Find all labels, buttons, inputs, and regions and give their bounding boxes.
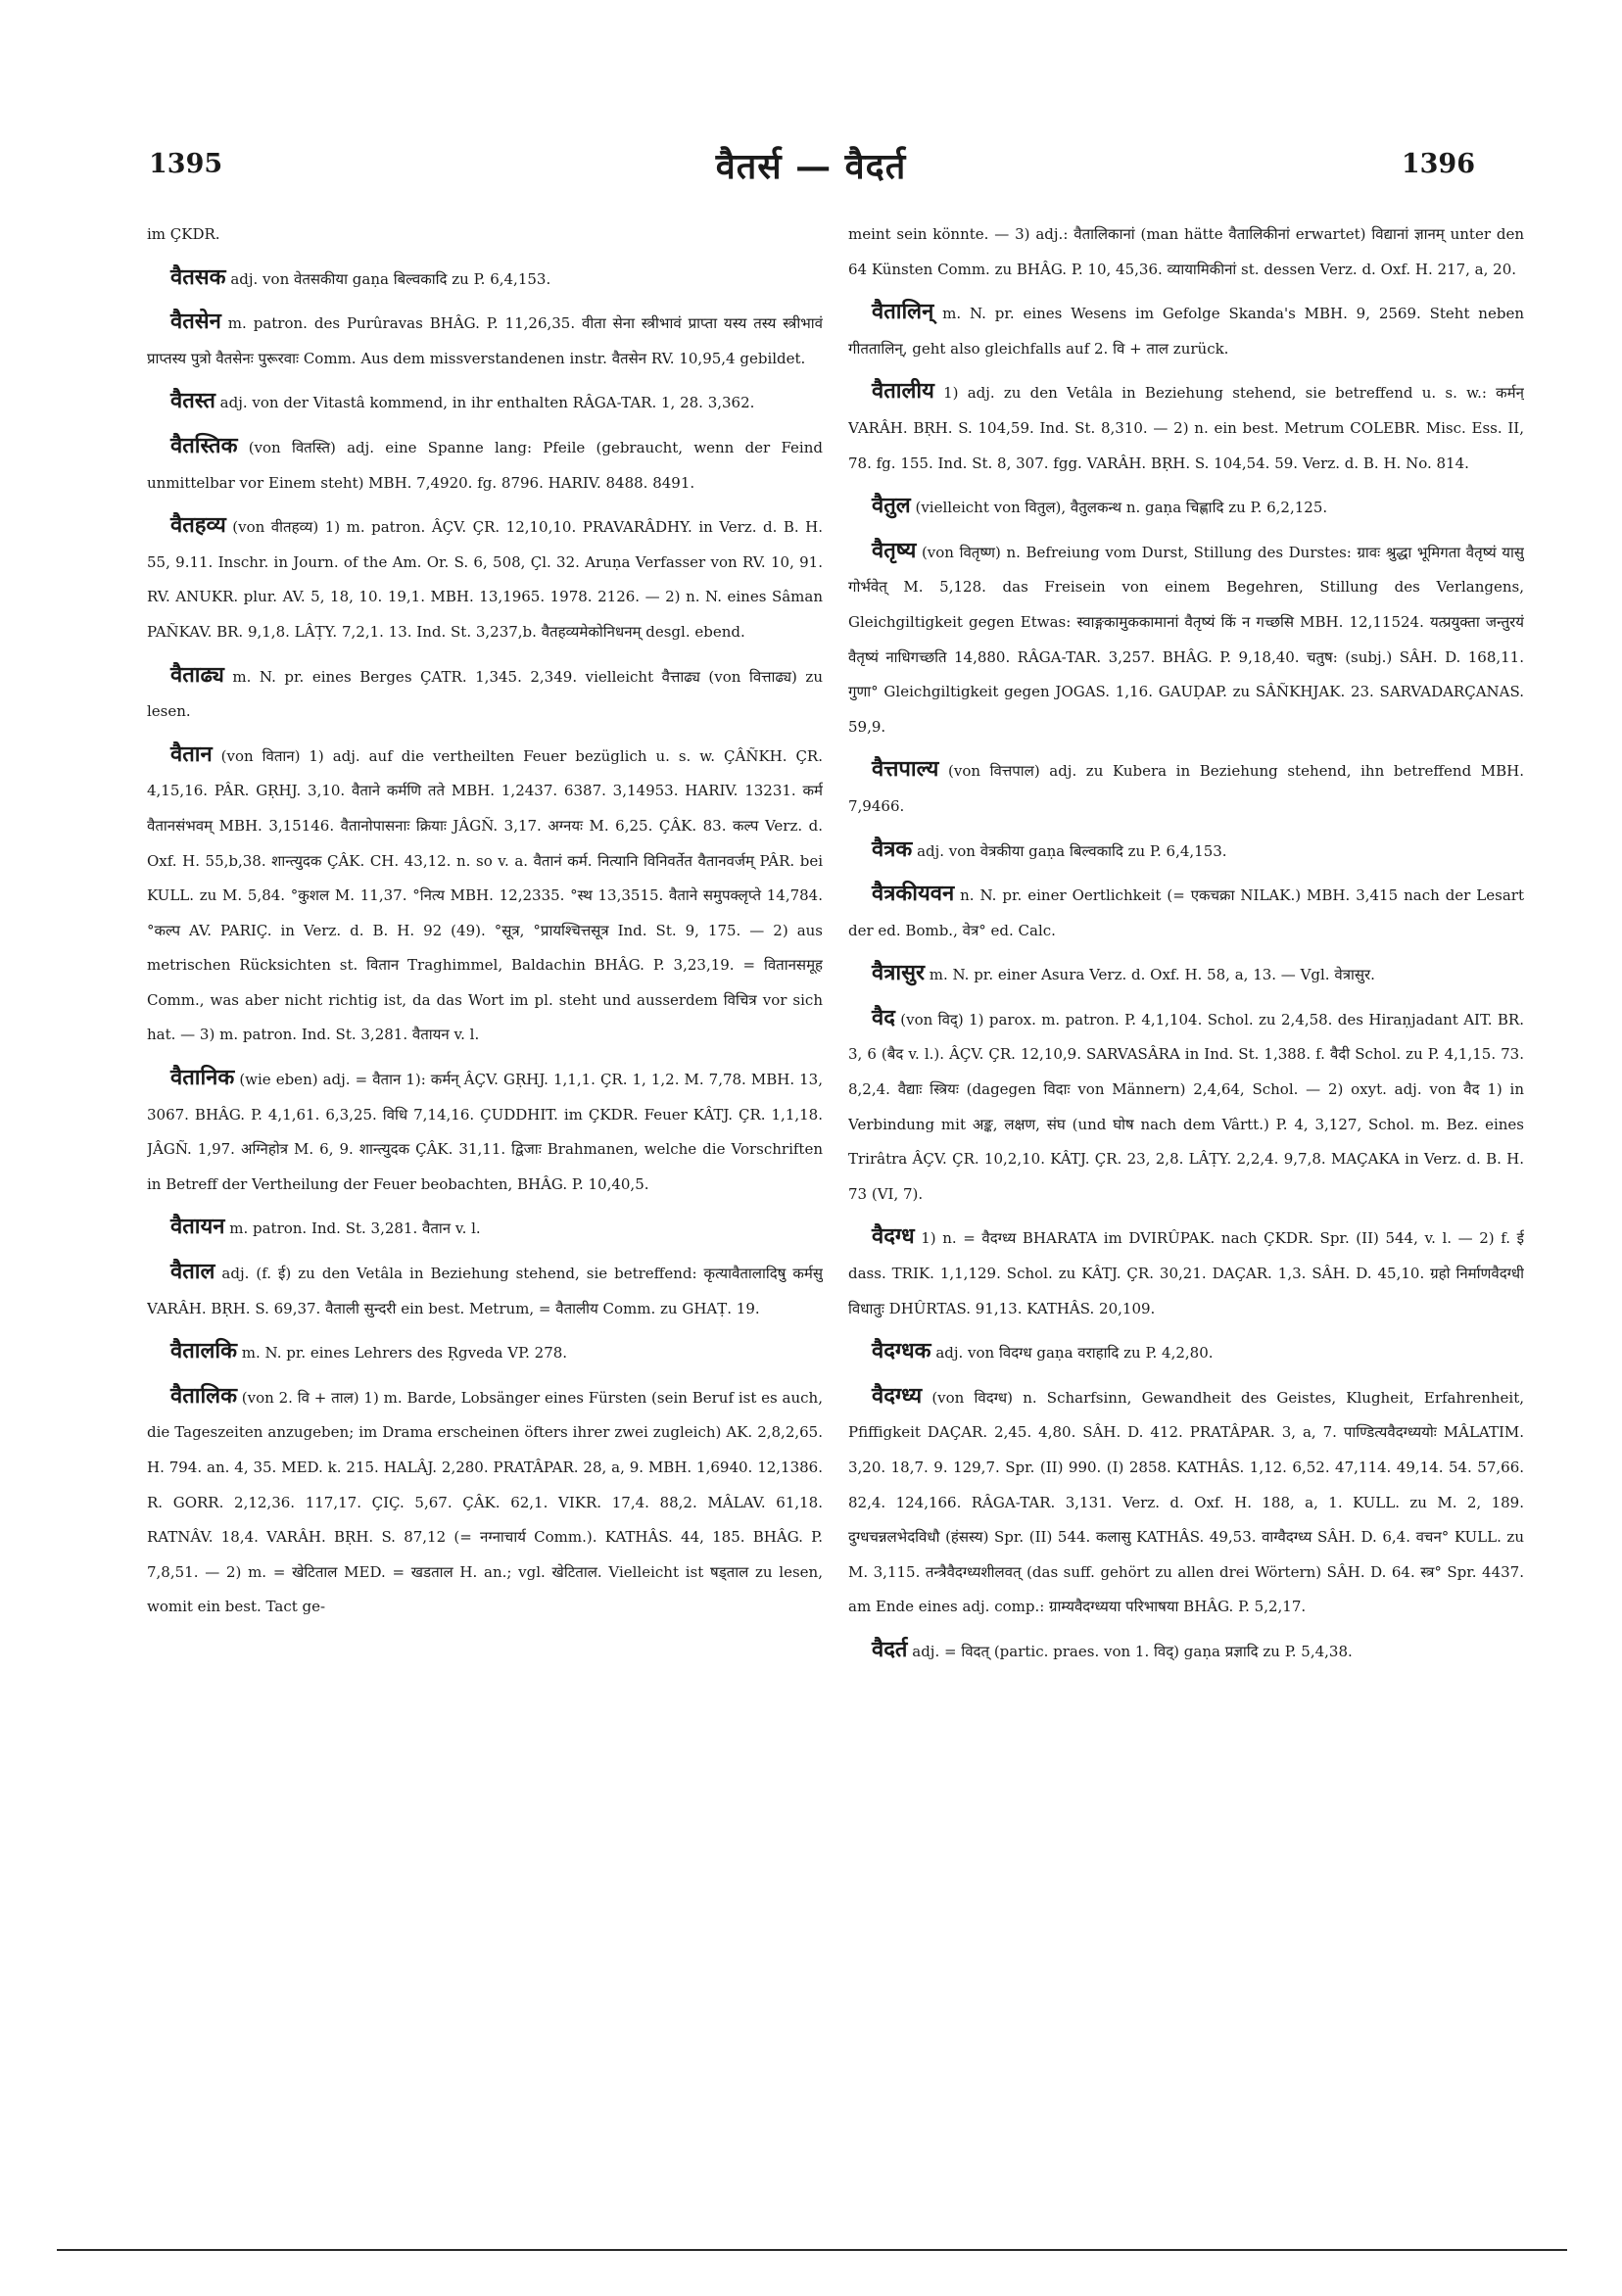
dictionary-entry: [147, 261, 823, 298]
entry-headword: वैतुल: [872, 493, 911, 519]
entry-text: adj. (f. ई) zu den Vetâla in Beziehung stehend, sie betreffend: कृत्यावैतालादिषु कर्मसु VARÂH. BṚH. S. 69,37. वैताली सुन्दरी ein best. Metrum, = वैतालीय Comm. zu GHAṬ. 19.: [147, 1265, 823, 1317]
entry-headword: वैतालिन्: [872, 299, 934, 325]
dictionary-entry: [147, 1255, 823, 1326]
entry-text: adj. = विदत् (partic. praes. von 1. विद्) gaṇa प्रज्ञादि zu P. 5,4,38.: [912, 1642, 1353, 1660]
entry-text: m. N. pr. eines Berges ÇATR. 1,345. 2,349. vielleicht वैत्ताढ्य (von वित्ताढ्य) zu lesen.: [147, 667, 823, 721]
dictionary-entry: [848, 1334, 1524, 1371]
entry-text: (von विदग्ध) n. Scharfsinn, Gewandheit des Geistes, Klugheit, Erfahrenheit, Pfiffigkeit DAÇAR. 2,45. 4,80. SÂH. D. 412. PRATÂPAR. 3, a, 7. पाण्डित्यवैदग्ध्ययोः MÂLATIM. 3,20. 18,7. 9. 129,7. Spr. (II) 990. (I) 2858. KATHÂS. 1,12. 6,52. 47,114. 49,14. 54. 57,66. 82,4. 124,166. RÂGA-TAR. 3,131. Verz. d. Oxf. H. 188, a, 1. KULL. zu M. 2, 189. दुग्धचन्नलभेदविधौ (हंसस्य) Spr. (II) 544. कलासु KATHÂS. 49,53. वाग्वैदग्ध्य SÂH. D. 6,4. वचन° KULL. zu M. 3,115. तन्त्रैवैदग्ध्यशीलवत् (das suff. gehört zu allen drei Wörtern) SÂH. D. 64. स्त्र° Spr. 4437. am Ende eines adj. comp.: ग्राम्यवैदग्ध्यया परिभाषया BHÂG. P. 5,2,17.: [848, 1388, 1524, 1616]
dictionary-entry: [848, 833, 1524, 870]
entry-headword: वैत्तपाल्य: [872, 756, 939, 783]
entry-text: (wie eben) adj. = वैतान 1): कर्मन् ÂÇV. GṚHJ. 1,1,1. ÇR. 1, 1,2. M. 7,78. MBH. 13, 3067. BHÂG. P. 4,1,61. 6,3,25. विधि 7,14,16. ÇUDDHIT. im ÇKDR. Feuer KÂTJ. ÇR. 1,1,18. JÂGÑ. 1,97. अग्निहोत्र M. 6, 9. शान्त्युदक ÇÂK. 31,11. द्विजाः Brahmanen, welche die Vorschriften in Betreff der Vertheilung der Feuer beobachten, BHÂG. P. 10,40,5.: [147, 1071, 823, 1193]
entry-headword: वैतस्त: [170, 388, 215, 414]
dictionary-entry: [147, 1061, 823, 1202]
entry-headword: वैतसक: [170, 263, 226, 290]
entry-text: (vielleicht von वितुल), वैतुलकन्थ n. gaṇa चिह्णादि zu P. 6,2,125.: [915, 499, 1328, 517]
dictionary-entry: [848, 1001, 1524, 1213]
dictionary-entry: [848, 1379, 1524, 1625]
dictionary-entry: [848, 1633, 1524, 1670]
page-number-left: 1395: [149, 149, 223, 179]
entry-headword: वैदग्धक: [872, 1338, 931, 1364]
footer-rule: [57, 2249, 1567, 2251]
dictionary-entry: [147, 738, 823, 1053]
entry-text: (von विद्) 1) parox. m. patron. P. 4,1,104. Schol. zu 2,4,58. des Hiraṇjadant AIT. BR. 3, 6 (बैद v. l.). ÂÇV. ÇR. 12,10,9. SARVASÂRA in Ind. St. 1,388. f. वैदी Schol. zu P. 4,1,15. 73. 8,2,4. वैद्याः स्त्रियः (dagegen विदाः von Männern) 2,4,64, Schol. — 2) oxyt. adj. von वैद 1) in Verbindung mit अङ्क, लक्षण, संघ (und घोष nach dem Vârtt.) P. 4, 3,127, Schol. m. Bez. eines Trirâtra ÂÇV. ÇR. 10,2,10. KÂTJ. ÇR. 23, 2,8. LÂṬY. 2,2,4. 9,7,8. MAÇAKA in Verz. d. B. H. 73 (VI, 7).: [848, 1010, 1524, 1203]
entry-text: m. patron. des Purûravas BHÂG. P. 11,26,35. वीता सेना स्त्रीभावं प्राप्ता यस्य तस्य स्त्रीभावं प्राप्तस्य पुत्रो वैतसेनः पुरूरवाः Comm. Aus dem missverstandenen instr. वैतसेन RV. 10,95,4 gebildet.: [147, 314, 823, 367]
entry-text: 1) n. = वैदग्ध्य BHARATA im DVIRÛPAK. nach ÇKDR. Spr. (II) 544, v. l. — 2) f. ई dass. TRIK. 1,1,129. Schol. zu KÂTJ. ÇR. 30,21. DAÇAR. 1,3. SÂH. D. 45,10. ग्रहो निर्माणवैदग्धी विधातुः DHÛRTAS. 91,13. KATHÂS. 20,109.: [848, 1229, 1524, 1317]
entry-headword: वैत्रक: [872, 836, 913, 862]
dictionary-entry: [147, 305, 823, 376]
dictionary-entry: [147, 658, 823, 730]
entry-text: m. N. pr. eines Wesens im Gefolge Skanda's MBH. 9, 2569. Steht neben गीततालिन्, geht also gleichfalls auf 2. वि + ताल zurück.: [848, 305, 1524, 358]
entry-headword: वैदर्त: [872, 1636, 908, 1662]
entry-text: (von वितान) 1) adj. auf die vertheilten Feuer bezüglich u. s. w. ÇÂÑKH. ÇR. 4,15,16. PÂR. GṚHJ. 3,10. वैताने कर्मणि तते MBH. 1,2437. 6387. 3,14953. HARIV. 13231. कर्म वैतानसंभवम् MBH. 3,15146. वैतानोपासनाः क्रियाः JÂGÑ. 3,17. अग्नयः M. 6,25. ÇÂK. 83. कल्प Verz. d. Oxf. H. 55,b,38. शान्त्युदक ÇÂK. CH. 43,12. n. so v. a. वैतानं कर्म. नित्यानि विनिवर्तेत वैतानवर्जम् PÂR. bei KULL. zu M. 5,84. °कुशल M. 11,37. °नित्य MBH. 12,2335. °स्थ 13,3515. वैताने समुपक्लृप्ते 14,784. °कल्प AV. PARIÇ. in Verz. d. B. H. 92 (49). °सूत्र, °प्रायश्चित्तसूत्र Ind. St. 9, 175. — 2) aus metrischen Rücksichten st. वितान Traghimmel, Baldachin BHÂG. P. 3,23,19. = वितानसमूह Comm., was aber nicht richtig ist, da das Wort im pl. steht und ausserdem विचित्र vor sich hat. — 3) m. patron. Ind. St. 3,281. वैतायन v. l.: [147, 746, 823, 1044]
entry-text: (von वितृष्ण) n. Befreiung vom Durst, Stillung des Durstes: ग्रावः श्रुद्धा भूमिगता वैतृष्यं यासु गोर्भवेत् M. 5,128. das Freisein von einem Begehren, Stillung des Verlangens, Gleichgiltigkeit gegen Etwas: स्वाङ्गकामुककामानां वैतृष्यं किं न गच्छसि MBH. 12,11524. यत्प्रयुक्ता जन्तुरयं वैतृष्यं नाधिगच्छति 14,880. RÂGA-TAR. 3,257. BHÂG. P. 9,18,40. चतुष: (subj.) SÂH. D. 168,11. गुणा° Gleichgiltigkeit gegen JOGAS. 1,16. GAUḌAP. zu SÂÑKHJAK. 23. SARVADARÇANAS. 59,9.: [848, 543, 1524, 736]
page-header: [0, 139, 1622, 198]
dictionary-entry: [848, 534, 1524, 745]
entry-headword: वैतान: [170, 741, 213, 767]
entry-text: im ÇKDR.: [147, 225, 220, 243]
running-head: वैतर्स — वैदर्त: [715, 146, 907, 187]
entry-headword: वैतालिक: [170, 1382, 237, 1409]
entry-headword: वैतहव्य: [170, 512, 226, 539]
dictionary-entry: [848, 295, 1524, 366]
entry-headword: वैतृष्य: [872, 537, 917, 563]
dictionary-entry: [147, 508, 823, 649]
entry-headword: वैतानिक: [170, 1065, 235, 1091]
entry-text: (von 2. वि + ताल) 1) m. Barde, Lobsänger eines Fürsten (sein Beruf ist es auch, die Tageszeiten anzugeben; im Drama erscheinen öfters ihrer zwei zugleich) AK. 2,8,2,65. H. 794. an. 4, 35. MED. k. 215. HALÂJ. 2,280. PRATÂPAR. 28, a, 9. MBH. 1,6940. 12,1386. R. GORR. 2,12,36. 117,17. ÇIÇ. 5,67. ÇÂK. 62,1. VIKR. 17,4. 88,2. MÂLAV. 61,18. RATNÂV. 18,4. VARÂH. BṚH. S. 87,12 (= नग्नाचार्य Comm.). KATHÂS. 44, 185. BHÂG. P. 7,8,51. — 2) m. = खेटिताल MED. = खडताल H. an.; vgl. खेटिताल. Vielleicht ist षड्ताल zu lesen, womit ein best. Tact ge-: [147, 1388, 823, 1616]
dictionary-entry: [848, 217, 1524, 287]
entry-text: meint sein könnte. — 3) adj.: वैतालिकानां (man hätte वैतालिकीनां erwartet) विद्यानां ज्ञानम् unter den 64 Künsten Comm. zu BHÂG. P. 10, 45,36. व्यायामिकीनां st. dessen Verz. d. Oxf. H. 217, a, 20.: [848, 225, 1524, 278]
dictionary-entry: [147, 1210, 823, 1247]
entry-text: 1) adj. zu den Vetâla in Beziehung stehend, sie betreffend u. s. w.: कर्मन् VARÂH. BṚH. S. 104,59. Ind. St. 8,310. — 2) n. ein best. Metrum COLEBR. Misc. Ess. II, 78. fg. 155. Ind. St. 8, 307. fgg. VARÂH. BṚH. S. 104,54. 59. Verz. d. B. H. No. 814.: [848, 384, 1524, 472]
entry-text: adj. von वेतसकीया gaṇa बिल्वकादि zu P. 6,4,153.: [230, 269, 551, 288]
dictionary-entry: [147, 217, 823, 253]
dictionary-entry: [147, 1334, 823, 1371]
dictionary-entry: [848, 956, 1524, 993]
entry-headword: वैदग्ध्य: [872, 1382, 923, 1409]
entry-text: m. N. pr. einer Asura Verz. d. Oxf. H. 58, a, 13. — Vgl. वेत्रासुर.: [929, 966, 1375, 984]
dictionary-entry: [848, 877, 1524, 948]
entry-text: n. N. pr. einer Oertlichkeit (= एकचक्रा NILAK.) MBH. 3,415 nach der Lesart der ed. Bomb., वेत्र° ed. Calc.: [848, 886, 1524, 939]
dictionary-entry: [147, 429, 823, 501]
entry-text: (von वीतहव्य) 1) m. patron. ÂÇV. ÇR. 12,10,10. PRAVARÂDHY. in Verz. d. B. H. 55, 9.11. Inschr. in Journ. of the Am. Or. S. 6, 508, Çl. 32. Aruṇa Verfasser von RV. 10, 91. RV. ANUKR. plur. AV. 5, 18, 10. 19,1. MBH. 13,1965. 1978. 2126. — 2) n. N. eines Sâman PAÑKAV. BR. 9,1,8. LÂṬY. 7,2,1. 13. Ind. St. 3,237,b. वैतहव्यमेकोनिधनम् desgl. ebend.: [147, 518, 823, 641]
dictionary-entry: [147, 384, 823, 421]
entry-text: (von वित्तपाल) adj. zu Kubera in Beziehung stehend, ihn betreffend MBH. 7,9466.: [848, 762, 1524, 815]
page-number-right: 1396: [1401, 149, 1475, 179]
right-column: [848, 217, 1524, 2137]
dictionary-entry: [848, 489, 1524, 526]
entry-headword: वैत्रकीयवन: [872, 881, 955, 907]
entry-text: adj. von der Vitastâ kommend, in ihr enthalten RÂGA-TAR. 1, 28. 3,362.: [219, 394, 755, 412]
entry-headword: वैताढ्य: [170, 661, 224, 688]
entry-headword: वैदग्ध: [872, 1223, 915, 1250]
entry-text: m. N. pr. eines Lehrers des Ṛgveda VP. 278.: [241, 1344, 568, 1363]
dictionary-entry: [147, 1379, 823, 1625]
entry-headword: वैत्रासुर: [872, 960, 925, 986]
entry-headword: वैद: [872, 1004, 895, 1030]
entry-headword: वैताल: [170, 1259, 215, 1285]
entry-headword: वैतस्तिक: [170, 432, 238, 458]
entry-headword: वैतायन: [170, 1214, 225, 1240]
dictionary-entry: [848, 1220, 1524, 1326]
entry-text: (von वितस्ति) adj. eine Spanne lang: Pfeile (gebraucht, wenn der Feind unmittelbar vor Einem steht) MBH. 7,4920. fg. 8796. HARIV. 8488. 8491.: [147, 438, 823, 492]
entry-text: adj. von वेत्रकीया gaṇa बिल्वकादि zu P. 6,4,153.: [917, 841, 1227, 860]
entry-headword: वैतसेन: [170, 309, 221, 335]
entry-text: adj. von विदग्ध gaṇa वराहादि zu P. 4,2,80.: [935, 1344, 1214, 1363]
dictionary-entry: [848, 752, 1524, 824]
entry-headword: वैतालकि: [170, 1338, 237, 1364]
left-column: [147, 217, 823, 2137]
entry-text: m. patron. Ind. St. 3,281. वैतान v. l.: [229, 1220, 481, 1238]
entry-headword: वैतालीय: [872, 378, 934, 405]
dictionary-entry: [848, 374, 1524, 481]
